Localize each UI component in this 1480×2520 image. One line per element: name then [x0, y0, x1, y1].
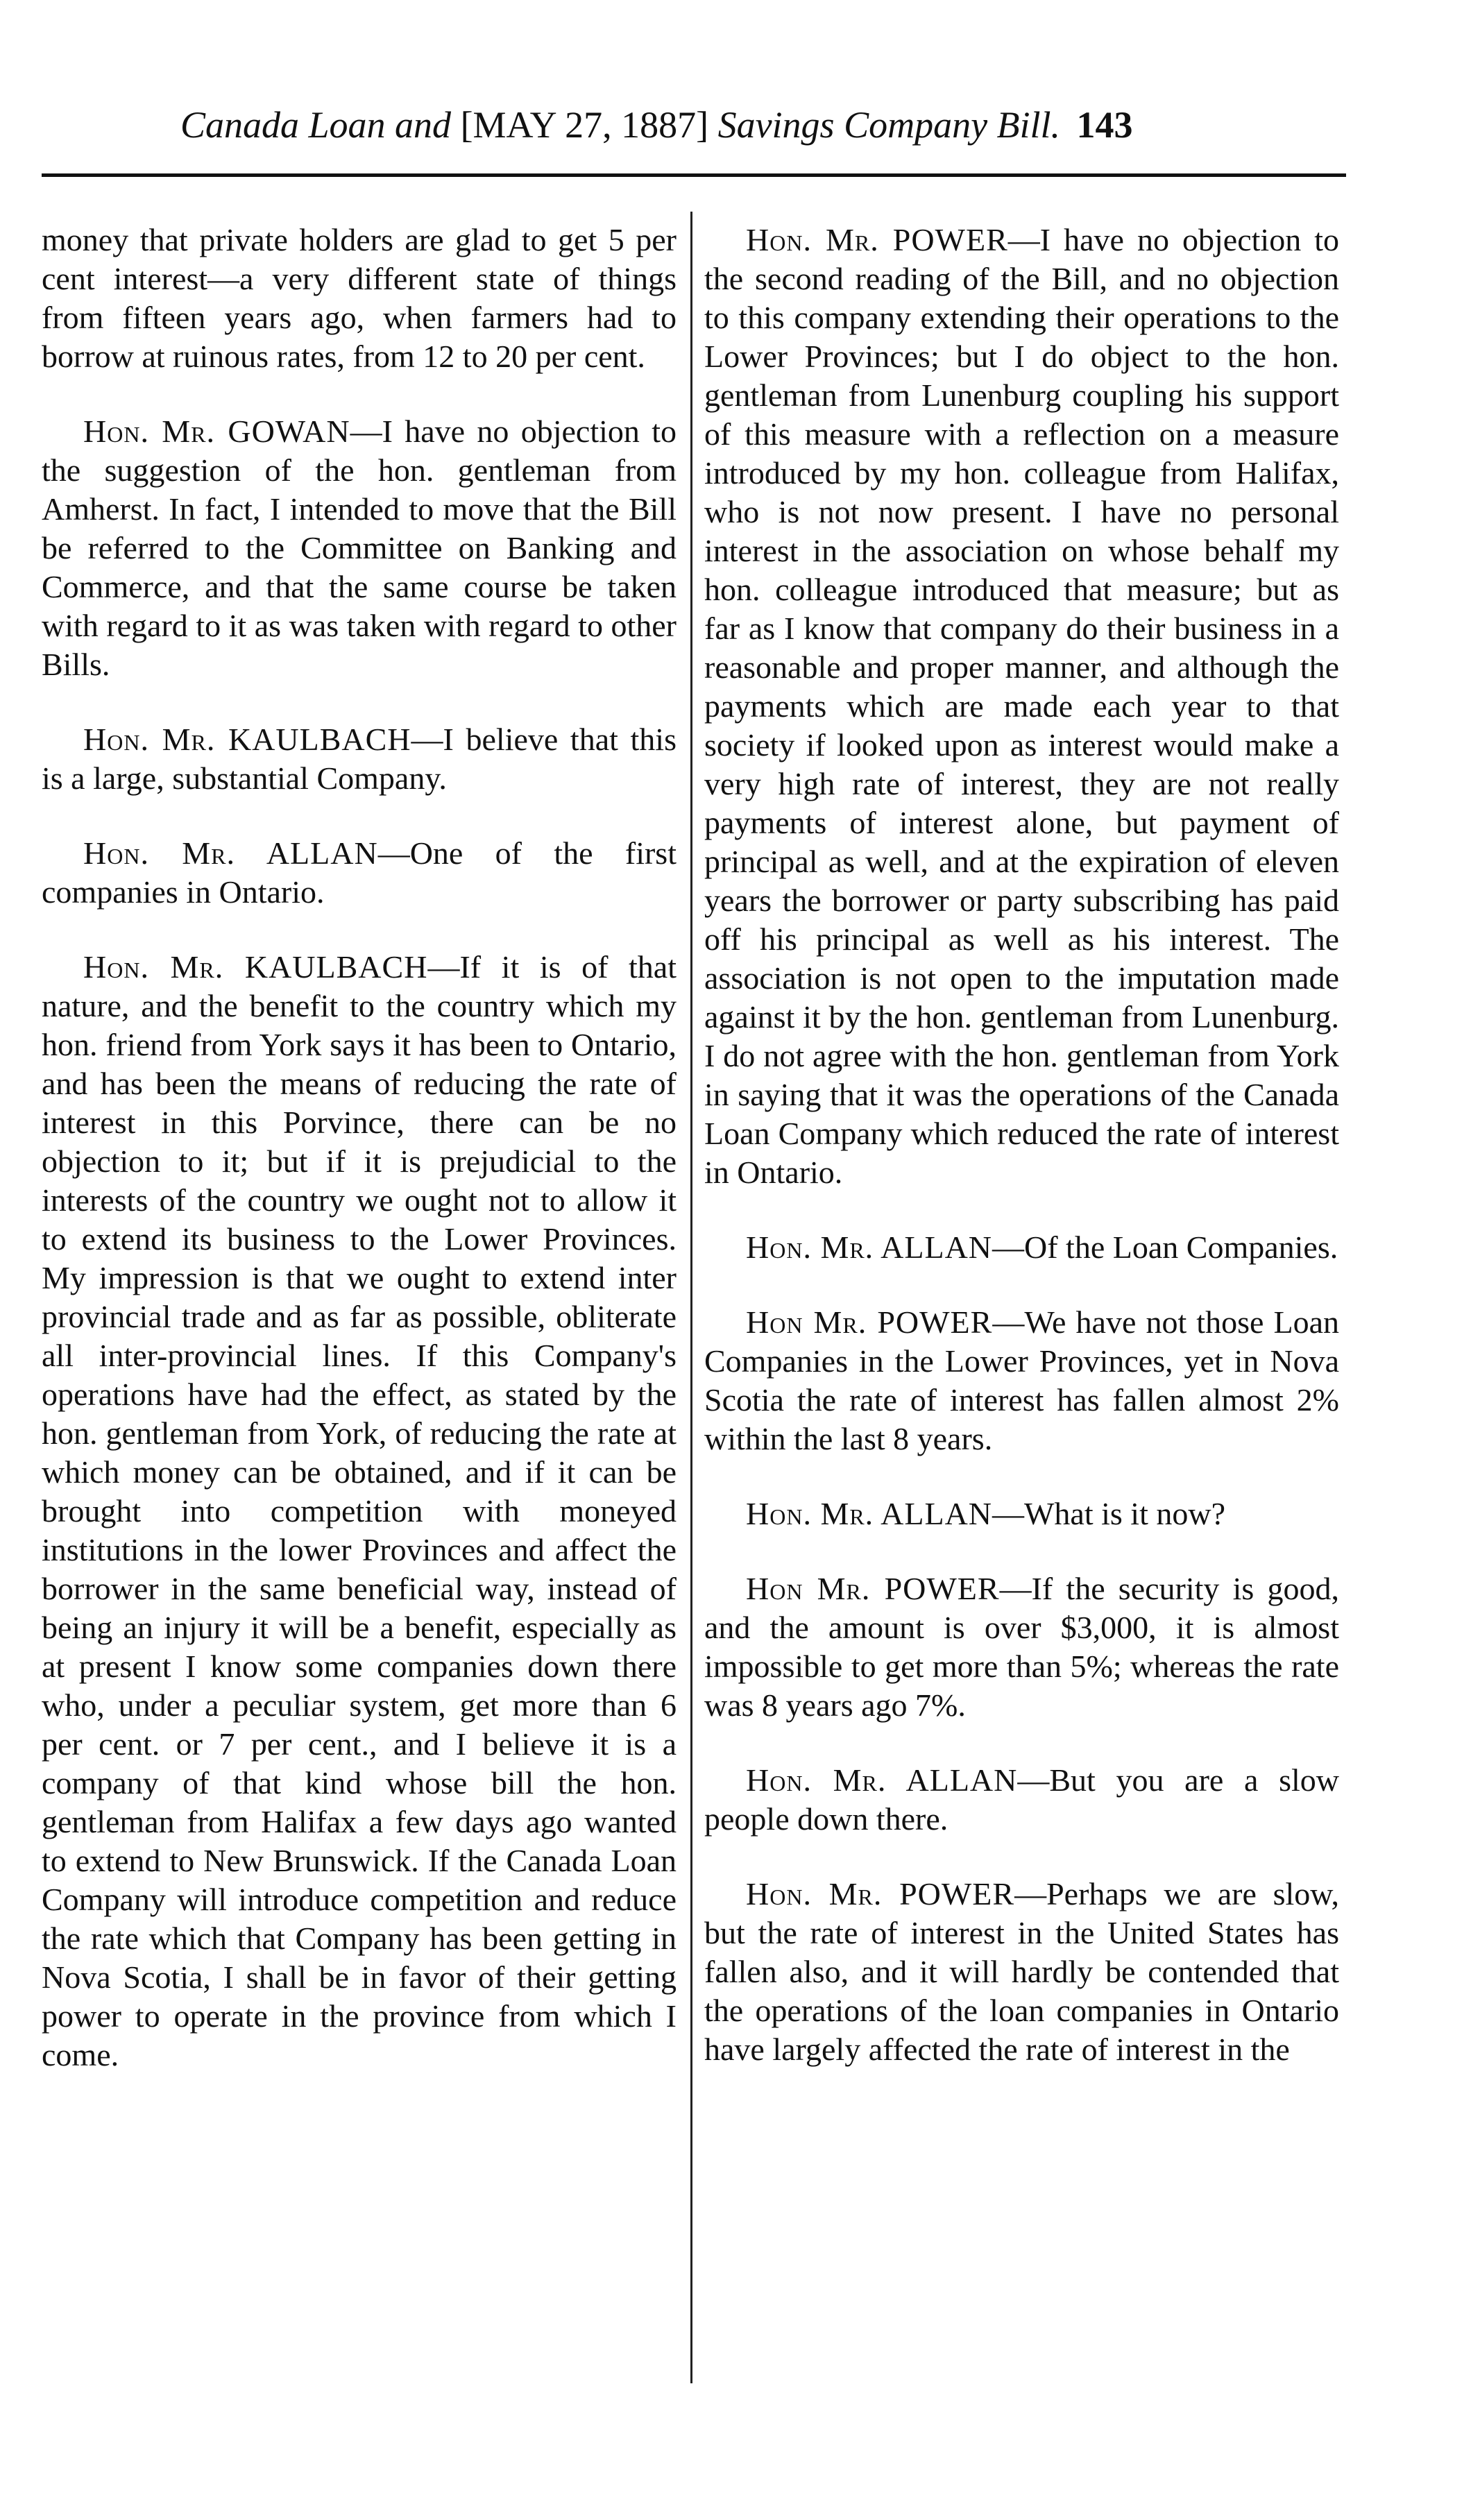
left-column [42, 221, 677, 2111]
paragraph-text: money that private holders are glad to get 5 per cent interest—a very different state of things from fifteen years ago, when farmers had to borrow at ruinous rates, from 12 to 20 per cent. [42, 222, 677, 374]
paragraph-text: —Of the Loan Companies. [992, 1229, 1338, 1265]
paragraph [704, 221, 1339, 1192]
paragraph [704, 1495, 1339, 1533]
paragraph [42, 412, 677, 684]
paragraph [704, 1303, 1339, 1458]
speaker-name: Hon Mr. POWER [746, 1304, 993, 1340]
header-right-title: Savings Company Bill. [717, 104, 1061, 146]
header-left-title: Canada Loan and [180, 104, 452, 146]
speaker-name: Hon. Mr. ALLAN [746, 1229, 993, 1265]
paragraph-text: —I have no objection to the suggestion of the hon. gentleman from Amherst. In fact, I intended to move that the Bill be referred to the Committee on Banking and Commerce, and that the same course be taken with regard to it as was taken with regard to other Bills. [42, 414, 677, 682]
paragraph-text: —Perhaps we are slow, but the rate of interest in the United States has fallen also, and it will hardly be contended that the operations of the loan companies in Ontario have largely affected the rate of interest in the [704, 1876, 1339, 2067]
paragraph-text: —I have no objection to the second reading of the Bill, and no objection to this company extending their operations to the Lower Provinces; but I do object to the hon. gentleman from Lunenburg coupling his support of this measure with a reflection on a measure introduced by my hon. colleague from Halifax, who is not now present. I have no personal interest in the association on whose behalf my hon. colleague introduced that measure; but as far as I know that company do their business in a reasonable and proper manner, and although the payments which are made each year to that society if looked upon as interest would make a very high rate of interest, they are not really payments of interest alone, but payment of principal as well, and at the expiration of eleven years the borrower or party subscribing has paid off his principal as well as his interest. The association is not open to the imputation made against it by the hon. gentleman from Lunenburg. I do not agree with the hon. gentleman from York in saying that it was the operations of the Canada Loan Company which reduced the rate of interest in Ontario. [704, 222, 1340, 1190]
paragraph-text: —One of the first companies in Ontario. [42, 835, 677, 910]
running-header [180, 94, 1346, 156]
paragraph [704, 1228, 1339, 1267]
paragraph [704, 1761, 1339, 1839]
speaker-name: Hon. Mr. KAULBACH [83, 722, 411, 757]
paragraph [42, 834, 677, 912]
paragraph [42, 720, 677, 798]
speaker-name: Hon. Mr. ALLAN [746, 1762, 1018, 1798]
header-date: [MAY 27, 1887] [460, 104, 709, 146]
header-rule [42, 173, 1346, 177]
paragraph-text: —If it is of that nature, and the benefit to the country which my hon. friend from York says it has been to Ontario, and has been the means of reducing the rate of interest in this Porvince, there can be no objection to it; but if it is prejudicial to the interests of the country we ought not to allow it to extend its business to the Lower Provinces. My impression is that we ought to extend inter provincial trade and as far as possible, obliterate all inter-provincial lines. If this Company's operations have had the effect, as stated by the hon. gentleman from York, of reducing the rate at which money can be obtained, and if it can be brought into competition with moneyed institutions in the lower Provinces and affect the borrower in the same beneficial way, instead of being an injury it will be a benefit, especially as at present I know some companies down there who, under a peculiar system, get more than 6 per cent. or 7 per cent., and I believe it is a company of that kind whose bill the hon. gentleman from Halifax a few days ago wanted to extend to New Brunswick. If the Canada Loan Company will introduce competition and reduce the rate which that Company has been getting in Nova Scotia, I shall be in favor of their getting power to operate in the province from which I come. [42, 949, 677, 2072]
right-column [704, 221, 1339, 2105]
speaker-name: Hon. Mr. KAULBACH [83, 949, 428, 985]
page-number: 143 [1076, 104, 1133, 146]
paragraph-text: —If the security is good, and the amount is over $3,000, it is almost impossible to get more than 5%; whereas the rate was 8 years ago 7%. [704, 1571, 1339, 1723]
column-divider [690, 212, 692, 2383]
paragraph-text: —I believe that this is a large, substantial Company. [42, 722, 677, 796]
paragraph [42, 221, 677, 376]
speaker-name: Hon. Mr. ALLAN [746, 1496, 993, 1531]
speaker-name: Hon. Mr. GOWAN [83, 414, 350, 449]
paragraph-text: —What is it now? [992, 1496, 1226, 1531]
speaker-name: Hon. Mr. POWER [746, 1876, 1015, 1912]
paragraph [704, 1569, 1339, 1725]
speaker-name: Hon. Mr. ALLAN [83, 835, 378, 871]
paragraph [42, 948, 677, 2075]
speaker-name: Hon. Mr. POWER [746, 222, 1008, 257]
speaker-name: Hon Mr. POWER [746, 1571, 1000, 1606]
paragraph-text: —But you are a slow people down there. [704, 1762, 1339, 1837]
paragraph-text: —We have not those Loan Companies in the Lower Provinces, yet in Nova Scotia the rate of interest has fallen almost 2% within the last 8 years. [704, 1304, 1339, 1456]
paragraph [704, 1875, 1339, 2069]
